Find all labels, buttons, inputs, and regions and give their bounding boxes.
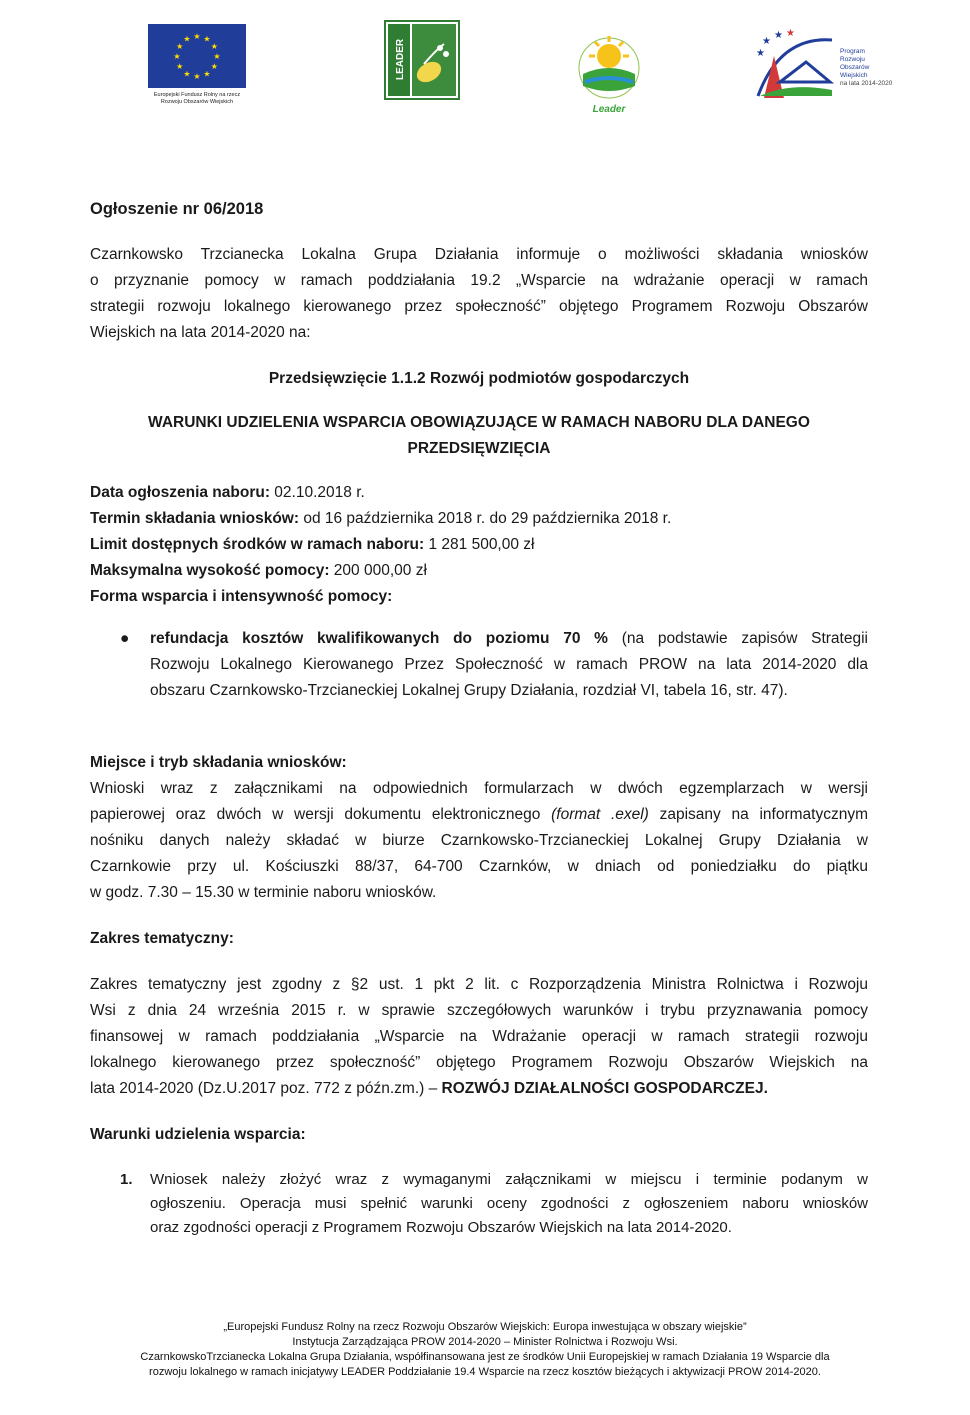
conditions-heading-line2: PRZEDSIĘWZIĘCIA <box>407 440 551 457</box>
scope-heading: Zakres tematyczny: <box>90 930 234 947</box>
place-text: papierowej oraz dwóch w wersji dokumentu elektronicznego <box>90 806 552 823</box>
lgd-logo <box>565 26 653 116</box>
detail-value: od 16 października 2018 r. do 29 października 2018 r. <box>299 510 672 527</box>
eu-star-icon: ★ <box>210 62 218 71</box>
detail-row <box>90 532 868 558</box>
logo-header <box>0 20 970 115</box>
prow-line5: na lata 2014-2020 <box>840 80 893 87</box>
lgd-logo-text: Leader <box>592 104 626 115</box>
bullet-line: Rozwoju Lokalnego Kierowanego Przez Społeczność w ramach PROW na lata 2014-2020 dla <box>150 656 868 673</box>
bullet-line: obszaru Czarnkowsko-Trzcianeckiej Lokalnej Grupy Działania, rozdział VI, tabela 16, str. 47). <box>150 682 788 699</box>
terms-item-number: 1. <box>120 1171 133 1188</box>
place-line: Wnioski wraz z załącznikami na odpowiednich formularzach w dwóch egzemplarzach w wersji <box>90 780 868 797</box>
detail-row <box>90 480 868 506</box>
eu-star-icon: ★ <box>173 52 181 61</box>
terms-item <box>90 1168 868 1240</box>
detail-row <box>90 506 868 532</box>
bullet-text: (na podstawie zapisów Strategii <box>607 630 868 647</box>
prow-line1: Program <box>840 48 865 55</box>
intro-line: o przyznanie pomocy w ramach poddziałania 19.2 „Wsparcie na wdrażanie operacji w ramach <box>90 272 868 289</box>
eu-star-icon: ★ <box>213 52 221 61</box>
scope-line: Wsi z dnia 24 września 2015 r. w sprawie szczegółowych warunków i trybu przyznawania pomocy <box>90 1002 868 1019</box>
terms-line: ogłoszeniu. Operacja musi spełnić warunki oceny zgodności z ogłoszeniem naboru wniosków <box>150 1195 868 1212</box>
footer-line: „Europejski Fundusz Rolny na rzecz Rozwoju Obszarów Wiejskich: Europa inwestująca w obszary wiejskie” <box>223 1321 747 1333</box>
eu-star-icon: ★ <box>183 34 191 44</box>
scope-bold-text: ROZWÓJ DZIAŁALNOŚCI GOSPODARCZEJ. <box>441 1080 768 1097</box>
detail-row <box>90 584 868 610</box>
scope-section <box>90 926 868 1102</box>
place-section <box>90 750 868 906</box>
prow-line3: Obszarów <box>840 64 870 71</box>
eu-caption-line2: Rozwoju Obszarów Wiejskich <box>160 99 234 105</box>
scope-line <box>90 1076 868 1102</box>
file-format-text: (format .exel) <box>551 806 649 823</box>
eu-star-icon: ★ <box>203 34 211 44</box>
bullet-line <box>150 626 868 652</box>
conditions-heading <box>90 410 868 462</box>
eu-star-icon: ★ <box>193 72 201 81</box>
eu-flag-logo <box>148 24 246 88</box>
leader-logo <box>384 20 460 100</box>
detail-row <box>90 558 868 584</box>
support-form-bullet <box>90 626 868 704</box>
footer-line: rozwoju lokalnego w ramach inicjatywy LEADER Poddziałanie 19.4 Wsparcie na rzecz kosztów bieżących i aktywizacji PROW 2014-2020. <box>149 1366 821 1378</box>
prow-line4: Wiejskich <box>840 72 868 79</box>
svg-text:★: ★ <box>786 28 795 39</box>
document-footer <box>60 1320 910 1380</box>
detail-label: Data ogłoszenia naboru: <box>90 484 270 501</box>
eu-star-icon: ★ <box>193 32 201 41</box>
scope-line: finansowej w ramach poddziałania „Wsparcie na Wdrażanie operacji w ramach strategii rozwoju <box>90 1028 868 1045</box>
place-line: Czarnkowie przy ul. Kościuszki 88/37, 64-700 Czarnków, w dniach od poniedziałku do piątku <box>90 858 868 875</box>
prow-line2: Rozwoju <box>840 56 865 63</box>
intro-line: Czarnkowsko Trzcianecka Lokalna Grupa Działania informuje o możliwości składania wniosków <box>90 246 868 263</box>
eu-star-icon: ★ <box>176 42 184 51</box>
terms-section <box>90 1122 868 1240</box>
svg-text:★: ★ <box>756 48 765 59</box>
bullet-dot-icon: ● <box>120 630 130 647</box>
announcement-title: Ogłoszenie nr 06/2018 <box>90 200 264 218</box>
detail-value: 1 281 500,00 zł <box>424 536 535 553</box>
place-line <box>90 802 868 828</box>
leader-logo-text: LEADER <box>395 38 406 80</box>
place-text: zapisany na informatycznym <box>648 806 868 823</box>
place-line: nośniku danych należy składać w biurze Czarnkowsko-Trzcianeckiej Lokalnej Grupy Działania w <box>90 832 868 849</box>
scope-text: lata 2014-2020 (Dz.U.2017 poz. 772 z późn.zm.) – <box>90 1080 442 1097</box>
bullet-bold-text: refundacja kosztów kwalifikowanych do poziomu 70 % <box>150 630 608 647</box>
call-details <box>90 480 868 610</box>
scope-line: Zakres tematyczny jest zgodny z §2 ust. 1 pkt 2 lit. c Rozporządzenia Ministra Rolnictwa i Rozwoju <box>90 976 868 993</box>
detail-label: Limit dostępnych środków w ramach naboru: <box>90 536 425 553</box>
intro-line: strategii rozwoju lokalnego kierowanego przez społeczność” objętego Programem Rozwoju Obszarów <box>90 298 868 315</box>
footer-line: Instytucja Zarządzająca PROW 2014-2020 – Minister Rolnictwa i Rozwoju Wsi. <box>292 1336 678 1348</box>
eu-caption-line1: Europejski Fundusz Rolny na rzecz <box>153 92 241 98</box>
conditions-heading-line1: WARUNKI UDZIELENIA WSPARCIA OBOWIĄZUJĄCE W RAMACH NABORU DLA DANEGO <box>148 414 810 431</box>
svg-text:★: ★ <box>762 36 771 47</box>
eu-star-icon: ★ <box>210 42 218 51</box>
detail-value: 200 000,00 zł <box>329 562 427 579</box>
project-heading: Przedsięwzięcie 1.1.2 Rozwój podmiotów gospodarczych <box>268 370 690 387</box>
detail-value: 02.10.2018 r. <box>270 484 365 501</box>
eu-star-icon: ★ <box>176 62 184 71</box>
footer-line: CzarnkowskoTrzcianecka Lokalna Grupa Działania, współfinansowana jest ze środków Unii Europejskiej w ramach Działania 19 Wsparcie dla <box>140 1351 830 1363</box>
place-heading: Miejsce i tryb składania wniosków: <box>90 754 347 771</box>
scope-line: lokalnego kierowanego przez społeczność” objętego Programem Rozwoju Obszarów Wiejskich na <box>90 1054 868 1071</box>
terms-line: Wniosek należy złożyć wraz z wymaganymi załącznikami w miejscu i terminie podanym w <box>150 1171 868 1188</box>
announcement-body <box>90 196 868 1240</box>
intro-line: Wiejskich na lata 2014-2020 na: <box>90 324 311 341</box>
eu-star-icon: ★ <box>183 69 191 79</box>
place-line: w godz. 7.30 – 15.30 w terminie naboru wniosków. <box>90 884 437 901</box>
intro-paragraph <box>90 242 868 346</box>
prow-logo-text <box>840 48 892 88</box>
eu-star-icon: ★ <box>203 69 211 79</box>
detail-label: Forma wsparcia i intensywność pomocy: <box>90 588 393 605</box>
detail-label: Maksymalna wysokość pomocy: <box>90 562 330 579</box>
eu-logo-caption <box>140 92 254 106</box>
terms-line: oraz zgodności operacji z Programem Rozwoju Obszarów Wiejskich na lata 2014-2020. <box>150 1219 732 1236</box>
svg-text:★: ★ <box>774 30 783 41</box>
terms-heading: Warunki udzielenia wsparcia: <box>90 1126 306 1143</box>
detail-label: Termin składania wniosków: <box>90 510 300 527</box>
